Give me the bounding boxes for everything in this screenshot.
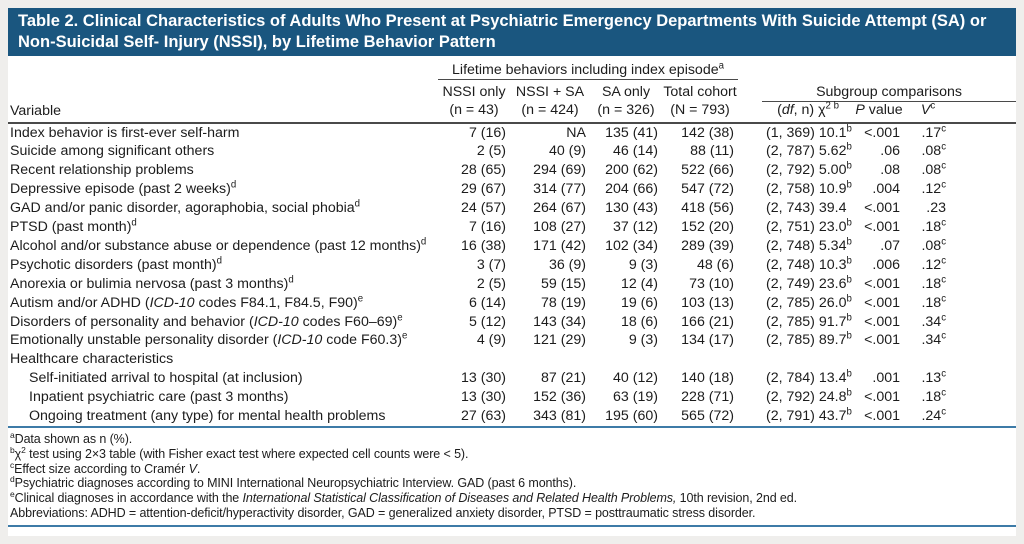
cell-chi-square: (2, 748) 10.3$^b$: [766, 255, 852, 273]
table-body: [8, 123, 1016, 428]
row-label: Alcohol and/or substance abuse or dependence (past 12 months)$^d$: [10, 236, 427, 254]
table-row: [8, 275, 1016, 294]
footnote-abbreviations: Abbreviations: ADHD = attention-deficit/hyperactivity disorder, GAD = generalized anxiety disorder, PTSD = posttraumatic stress disorder.: [10, 505, 756, 520]
cell-cramer-v: .34$^c$: [921, 311, 947, 330]
column-label: SA only: [601, 83, 651, 100]
cell-total: 152 (20): [681, 219, 735, 236]
cell-sa-only: 46 (14): [613, 143, 658, 160]
cell-p-value: <.001: [864, 294, 901, 311]
cell-sa-only: 135 (41): [605, 124, 658, 141]
cell-p-value: .004: [872, 181, 901, 198]
cell-cramer-v: .12$^c$: [921, 255, 947, 273]
cell-sa-only: 195 (60): [605, 408, 658, 425]
cell-sa-only: 204 (66): [605, 181, 658, 198]
cell-total: 142 (38): [681, 124, 735, 141]
cell-sa-only: 200 (62): [605, 162, 658, 179]
cell-nssi-sa: 78 (19): [541, 294, 586, 311]
cell-chi-square: (2, 792) 5.00$^b$: [766, 160, 852, 179]
clinical-characteristics-table: [8, 58, 1016, 428]
column-label: NSSI + SA: [515, 83, 585, 100]
column-header-nssi-sa: [510, 80, 590, 123]
cell-nssi-sa: 121 (29): [533, 332, 586, 349]
cell-p-value: <.001: [864, 313, 901, 330]
cell-nssi-sa: 36 (9): [548, 256, 586, 273]
table-row: [8, 331, 1016, 350]
footnotes: [8, 429, 1016, 521]
cell-nssi-sa: 59 (15): [541, 275, 586, 292]
table-row: [8, 256, 1016, 275]
cell-nssi-sa: 171 (42): [533, 237, 586, 254]
cell-p-value: <.001: [864, 389, 901, 406]
cell-chi-square: (2, 758) 10.9$^b$: [766, 179, 852, 198]
cell-p-value: .08: [880, 162, 901, 179]
cell-sa-only: 9 (3): [628, 256, 658, 273]
cell-p-value: .07: [880, 237, 901, 254]
cell-cramer-v: .18$^c$: [921, 292, 947, 311]
cell-nssi-only: 3 (7): [476, 256, 506, 273]
row-label: Autism and/or ADHD (ICD-10 codes F84.1, F84.5, F90)$^e$: [10, 292, 364, 311]
cell-p-value: <.001: [864, 219, 901, 236]
cell-nssi-only: 7 (16): [468, 219, 506, 236]
cell-sa-only: 102 (34): [605, 237, 658, 254]
row-label: Index behavior is first-ever self-harm: [10, 124, 240, 141]
row-label: GAD and/or panic disorder, agoraphobia, social phobia$^d$: [10, 198, 361, 217]
table-row: [8, 313, 1016, 332]
cell-total: 103 (13): [681, 294, 735, 311]
column-label: Total cohort: [663, 83, 737, 100]
cell-chi-square: (2, 785) 89.7$^b$: [766, 330, 852, 349]
row-label: Anorexia or bulimia nervosa (past 3 months)$^d$: [10, 274, 294, 292]
cell-nssi-sa: 152 (36): [533, 389, 586, 406]
header-spacer: [762, 58, 1016, 80]
column-header-sa-only: [590, 80, 662, 123]
cell-chi-square: (2, 784) 13.4$^b$: [766, 368, 852, 387]
cell-total: 547 (72): [681, 181, 735, 198]
header-tail-spacer: [952, 101, 1016, 123]
cell-total: 88 (11): [690, 143, 735, 160]
cell-chi-square: (2, 791) 43.7$^b$: [766, 406, 852, 425]
cell-chi-square: (2, 749) 23.6$^b$: [766, 274, 852, 292]
table-section-row: [8, 350, 1016, 369]
table-row: [8, 180, 1016, 199]
column-sublabel: (n = 326): [597, 101, 655, 118]
cell-sa-only: 18 (6): [620, 313, 658, 330]
cell-cramer-v: .18$^c$: [921, 274, 947, 292]
cell-nssi-only: 29 (67): [461, 181, 506, 198]
column-header-chi-square: (df, n) $\chi^{2 b}$: [777, 99, 839, 118]
table-row: [8, 218, 1016, 237]
cell-total: 140 (18): [681, 370, 735, 387]
cell-nssi-only: 7 (16): [468, 124, 506, 141]
table-row: [8, 294, 1016, 313]
row-label: PTSD (past month)$^d$: [10, 217, 137, 236]
bottom-rule: [8, 525, 1016, 527]
cell-p-value: <.001: [864, 275, 901, 292]
cell-nssi-only: 2 (5): [476, 275, 506, 292]
row-label: Depressive episode (past 2 weeks)$^d$: [10, 179, 237, 198]
row-label: Ongoing treatment (any type) for mental health problems: [29, 408, 386, 425]
page: [8, 8, 1016, 536]
cell-cramer-v: .13$^c$: [921, 368, 947, 387]
cell-cramer-v: .23: [926, 200, 947, 217]
header-row-spanners: [8, 58, 1016, 80]
cell-sa-only: 37 (12): [613, 219, 658, 236]
cell-p-value: <.001: [864, 408, 901, 425]
cell-chi-square: (1, 369) 10.1$^b$: [766, 122, 852, 141]
table-row: [8, 142, 1016, 161]
cell-total: 522 (66): [681, 162, 735, 179]
cell-cramer-v: .24$^c$: [921, 406, 947, 425]
cell-p-value: .006: [872, 256, 901, 273]
cell-total: 48 (6): [696, 256, 735, 273]
group-header-subgroup-comparisons: Subgroup comparisons: [762, 80, 1016, 102]
column-gap: [738, 58, 762, 123]
cell-total: 418 (56): [681, 200, 735, 217]
footnote-b: $^b\chi^2$ test using 2×3 table (with Fisher exact test where expected cell counts were < 5).: [10, 444, 469, 461]
cell-chi-square: (2, 748) 5.34$^b$: [766, 236, 852, 254]
cell-cramer-v: .17$^c$: [921, 122, 947, 141]
column-header-variable: Variable: [10, 102, 61, 119]
cell-nssi-sa: 87 (21): [541, 370, 586, 387]
row-label: Psychotic disorders (past month)$^d$: [10, 255, 222, 273]
row-label: Inpatient psychiatric care (past 3 months): [29, 389, 289, 406]
row-label: Disorders of personality and behavior (ICD-10 codes F60–69)$^e$: [10, 311, 403, 330]
cell-nssi-only: 13 (30): [461, 389, 506, 406]
cell-p-value: <.001: [864, 332, 901, 349]
cell-chi-square: (2, 751) 23.0$^b$: [766, 217, 852, 236]
cell-cramer-v: .18$^c$: [921, 217, 947, 236]
cell-p-value: .001: [872, 370, 901, 387]
table-row: [8, 369, 1016, 388]
section-label: Healthcare characteristics: [10, 351, 174, 368]
footnote-a: $^a$Data shown as n (%).: [10, 429, 133, 446]
column-header-total-cohort: [662, 80, 738, 123]
cell-nssi-sa: NA: [566, 124, 586, 141]
cell-total: 134 (17): [681, 332, 735, 349]
cell-cramer-v: .08$^c$: [921, 141, 947, 160]
column-header-cramer-v: $V^c$: [920, 99, 936, 118]
cell-sa-only: 130 (43): [605, 200, 658, 217]
cell-total: 289 (39): [681, 237, 735, 254]
table-row: [8, 199, 1016, 218]
cell-nssi-sa: 294 (69): [533, 162, 586, 179]
footnote-c: $^c$Effect size according to Cramér V.: [10, 459, 201, 476]
cell-chi-square: (2, 785) 91.7$^b$: [766, 311, 852, 330]
cell-p-value: <.001: [864, 124, 901, 141]
footnote-d: $^d$Psychiatric diagnoses according to MINI International Neuropsychiatric Interview. GAD (past 6 months).: [10, 474, 577, 491]
table-row: [8, 123, 1016, 143]
cell-nssi-only: 13 (30): [461, 370, 506, 387]
cell-chi-square: (2, 792) 24.8$^b$: [766, 387, 852, 406]
cell-cramer-v: .18$^c$: [921, 387, 947, 406]
column-label: NSSI only: [442, 83, 506, 100]
cell-total: 228 (71): [681, 389, 735, 406]
column-sublabel: (n = 43): [449, 101, 499, 118]
table-row: [8, 237, 1016, 256]
column-sublabel: (n = 424): [521, 101, 579, 118]
cell-nssi-sa: 40 (9): [548, 143, 586, 160]
cell-nssi-only: 6 (14): [468, 294, 506, 311]
cell-chi-square: (2, 785) 26.0$^b$: [766, 292, 852, 311]
table-row: [8, 161, 1016, 180]
cell-nssi-sa: 108 (27): [533, 219, 586, 236]
footnote-e: $^e$Clinical diagnoses in accordance with the International Statistical Classification of Diseases and Related Health Problems, 10th revision, 2nd ed.: [10, 489, 798, 506]
table-row: [8, 388, 1016, 407]
column-sublabel: (N = 793): [670, 101, 730, 118]
table-title-bar: [8, 8, 1016, 56]
cell-nssi-sa: 264 (67): [533, 200, 586, 217]
cell-total: 166 (21): [681, 313, 735, 330]
table-title: Table 2. Clinical Characteristics of Adults Who Present at Psychiatric Emergency Departments With Suicide Attempt (SA) or Non-Suicidal Self- Injury (NSSI), by Lifetime Behavior Pattern: [18, 12, 987, 51]
row-label: Suicide among significant others: [10, 143, 215, 160]
cell-total: 565 (72): [681, 408, 735, 425]
table-header: [8, 58, 1016, 123]
table-row: [8, 407, 1016, 427]
cell-nssi-sa: 343 (81): [533, 408, 586, 425]
cell-cramer-v: .08$^c$: [921, 160, 947, 179]
cell-nssi-only: 5 (12): [468, 313, 506, 330]
cell-sa-only: 40 (12): [613, 370, 658, 387]
cell-total: 73 (10): [689, 275, 735, 292]
group-header-lifetime-behaviors: Lifetime behaviors including index episode$^a$: [438, 58, 738, 80]
cell-nssi-only: 2 (5): [476, 143, 506, 160]
cell-sa-only: 9 (3): [628, 332, 658, 349]
cell-chi-square: (2, 787) 5.62$^b$: [766, 141, 852, 160]
cell-sa-only: 19 (6): [620, 294, 658, 311]
cell-nssi-sa: 314 (77): [533, 181, 586, 198]
cell-sa-only: 63 (19): [613, 389, 658, 406]
cell-cramer-v: .08$^c$: [921, 236, 947, 254]
cell-p-value: <.001: [864, 200, 901, 217]
column-header-p-value: P value: [855, 101, 903, 118]
cell-cramer-v: .12$^c$: [921, 179, 947, 198]
column-header-nssi-only: [438, 80, 510, 123]
row-label: Self-initiated arrival to hospital (at inclusion): [29, 370, 303, 387]
cell-nssi-only: 24 (57): [461, 200, 506, 217]
cell-nssi-only: 27 (63): [461, 408, 506, 425]
cell-cramer-v: .34$^c$: [921, 330, 947, 349]
cell-nssi-sa: 143 (34): [533, 313, 586, 330]
cell-p-value: .06: [880, 143, 901, 160]
cell-nssi-only: 28 (65): [461, 162, 506, 179]
cell-nssi-only: 4 (9): [476, 332, 506, 349]
cell-nssi-only: 16 (38): [461, 237, 506, 254]
cell-sa-only: 12 (4): [620, 275, 658, 292]
row-label: Recent relationship problems: [10, 162, 194, 179]
cell-chi-square: (2, 743) 39.4: [766, 200, 847, 217]
row-label: Emotionally unstable personality disorder (ICD-10 code F60.3)$^e$: [10, 330, 408, 349]
